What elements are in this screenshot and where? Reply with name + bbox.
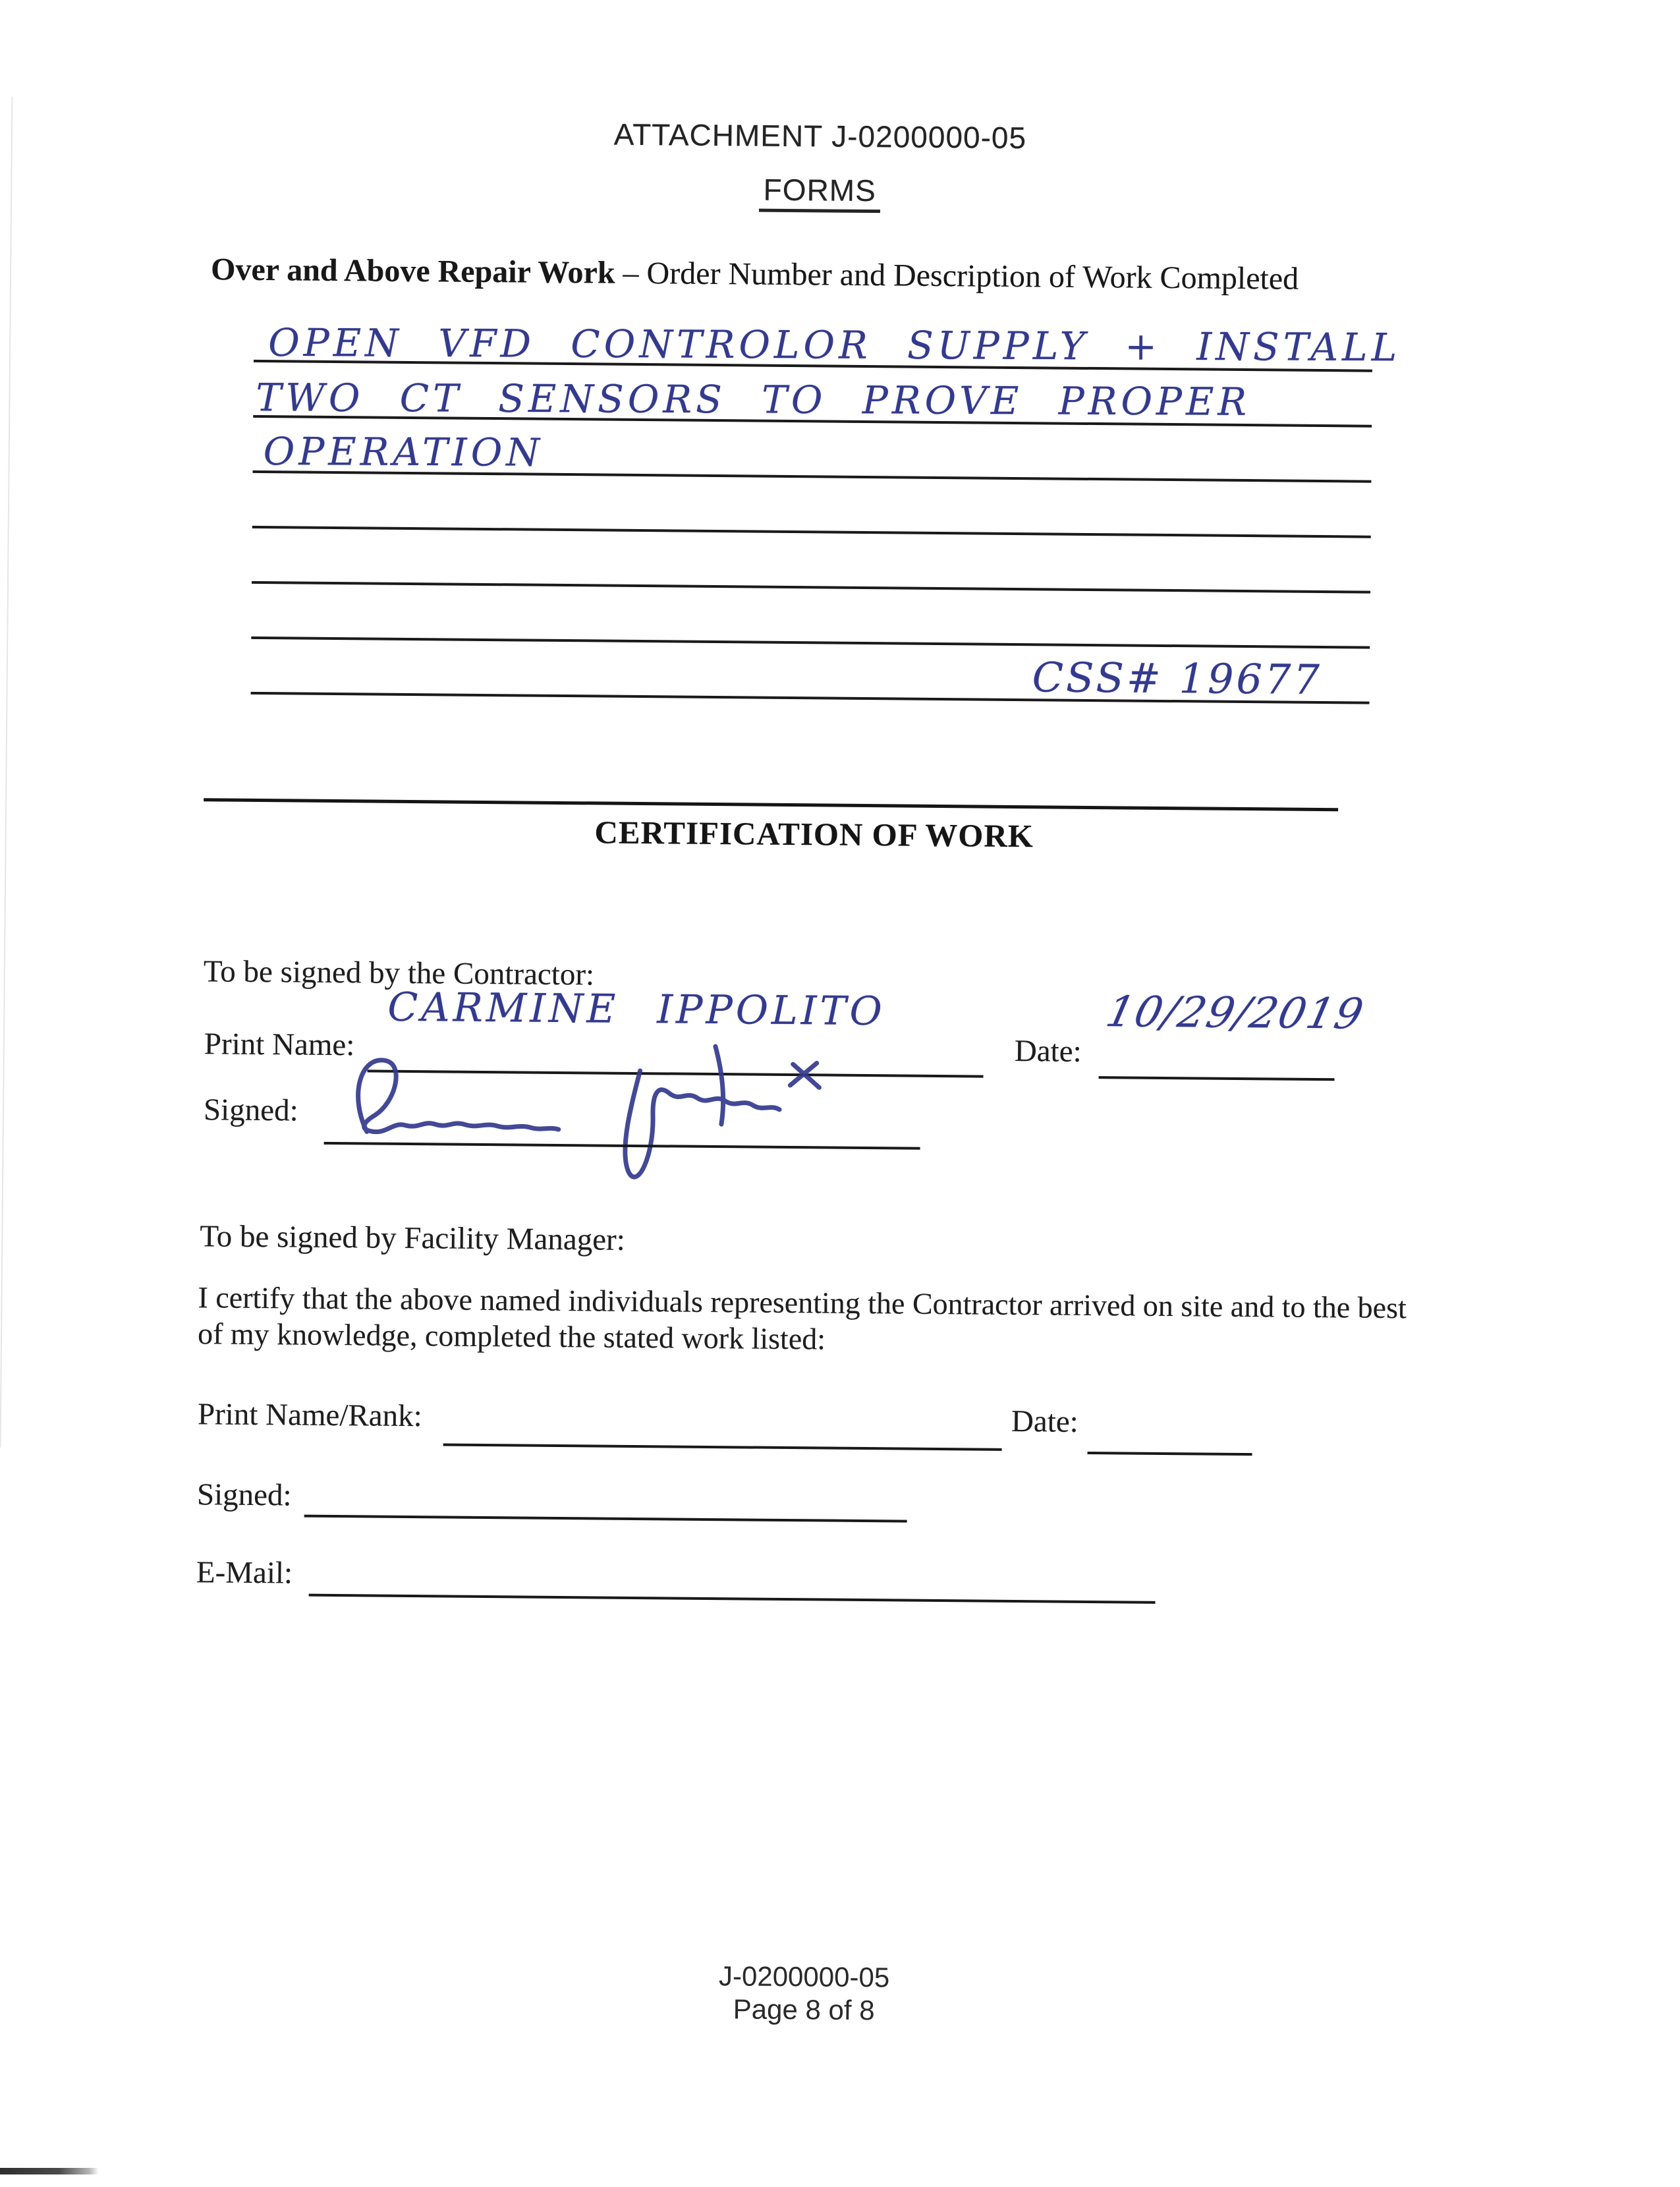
attachment-title: ATTACHMENT J-0200000-05	[613, 117, 1027, 156]
contractor-signature-ink	[328, 1021, 850, 1198]
contractor-instruction: To be signed by the Contractor:	[203, 954, 595, 992]
print-name-rank-line	[443, 1443, 1002, 1450]
facility-signed-line	[304, 1515, 907, 1523]
work-section-heading-rest: – Order Number and Description of Work Completed	[615, 255, 1299, 297]
certification-title: CERTIFICATION OF WORK	[594, 814, 1034, 855]
handwritten-print-name: CARMINE IPPOLITO	[387, 984, 886, 1035]
footer-page-label: Page 8 of 8	[733, 1993, 875, 2026]
facility-signed-label: Signed:	[196, 1477, 292, 1513]
contractor-date-label: Date:	[1014, 1034, 1082, 1069]
handwritten-description-1: OPEN VFD CONTROLOR SUPPLY + INSTALL	[268, 320, 1401, 370]
facility-instruction: To be signed by Facility Manager:	[200, 1219, 626, 1257]
facility-date-label: Date:	[1011, 1404, 1078, 1439]
facility-date-line	[1088, 1452, 1252, 1456]
scan-artifact-smudge	[0, 2168, 99, 2174]
scan-artifact-line	[0, 97, 13, 1448]
handwritten-description-2: TWO CT SENSORS TO PROVE PROPER	[256, 375, 1251, 424]
email-line	[309, 1594, 1156, 1604]
email-label: E-Mail:	[196, 1555, 293, 1591]
work-section-heading-bold: Over and Above Repair Work	[210, 252, 615, 291]
handwritten-date: 10/29/2019	[1102, 988, 1369, 1039]
document-header	[0, 111, 1640, 220]
description-line-2	[253, 362, 1372, 428]
work-section-heading	[211, 251, 1384, 298]
forms-label: FORMS	[759, 172, 880, 213]
handwritten-description-3: OPERATION	[263, 428, 544, 475]
description-line-7	[251, 639, 1370, 704]
description-line-6	[251, 584, 1370, 649]
description-line-1	[254, 307, 1401, 372]
certification-divider-rule	[204, 798, 1338, 811]
document-footer	[0, 1953, 1625, 2033]
handwritten-css-number: CSS# 19677	[1032, 653, 1323, 704]
description-line-3	[252, 418, 1372, 483]
work-description-field	[251, 307, 1401, 704]
description-line-4	[252, 473, 1372, 538]
certify-statement: I certify that the above named individuals representing the Contractor arrived on site and to the best of my knowledge, completed the stated work listed:	[197, 1280, 1407, 1356]
contractor-signed-label: Signed:	[203, 1093, 298, 1128]
footer-doc-number: J-0200000-05	[718, 1960, 890, 1993]
print-name-label: Print Name:	[204, 1027, 355, 1063]
description-line-5	[252, 528, 1371, 594]
print-name-rank-label: Print Name/Rank:	[197, 1397, 422, 1434]
contractor-date-line	[1099, 1076, 1335, 1081]
